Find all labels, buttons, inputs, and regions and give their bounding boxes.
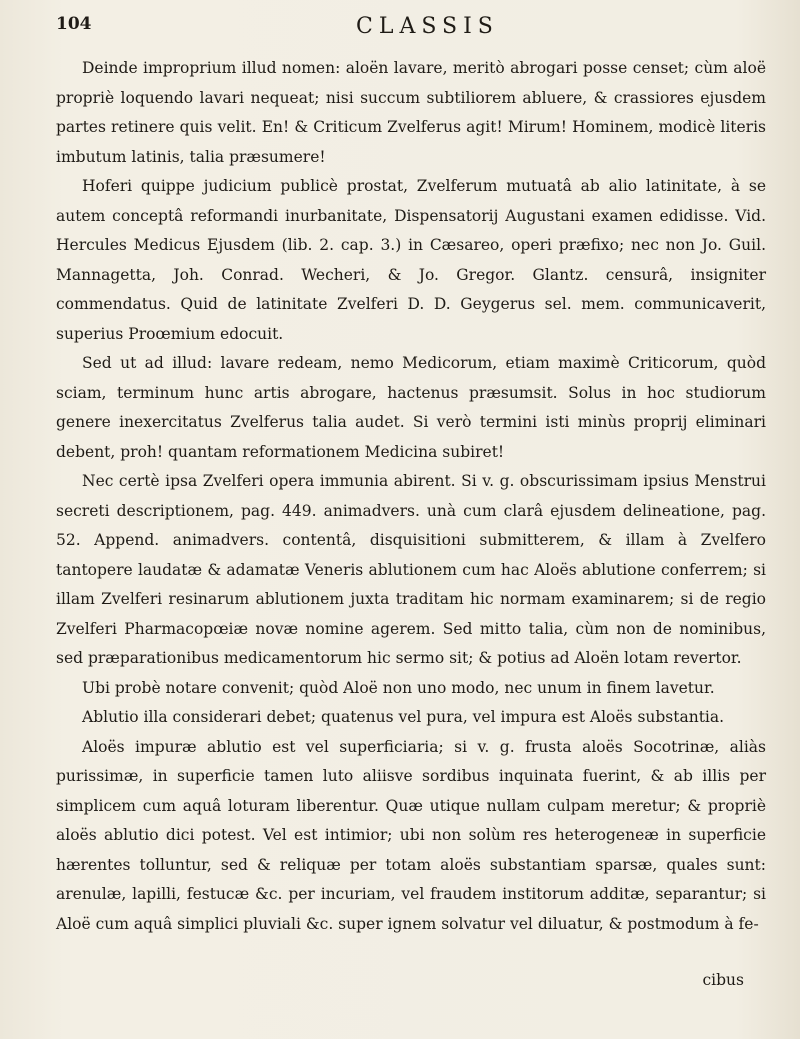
paragraph: Ubi probè notare convenit; quòd Aloë non uno modo, nec unum in finem lavetur. [82,678,715,697]
page-number: 104 [56,14,92,34]
catchword: cibus [702,971,744,989]
body-text [56,54,766,939]
page-header [56,14,766,54]
paragraph: Aloës impuræ ablutio est vel superficiaria; si v. g. frusta aloës Socotrinæ, aliàs purissimæ, in superficie tamen luto aliisve sordibus inquinata fuerint, & ab illis per simplicem cum aquâ loturam liberentur. Quæ utique nullam culpam meretur; & propriè aloës ablutio dici potest. Vel est intimior; ubi non solùm res heterogeneæ in superficie hærentes tolluntur, sed & reliquæ per totam aloës substantiam sparsæ, quales sunt: arenulæ, lapilli, festucæ &c. per incuriam, vel fraudem institorum additæ, separantur; si Aloë cum aquâ simplici pluviali &c. super ignem solvatur vel diluatur, & postmodum à fe- [56,737,766,933]
running-head: CLASSIS [356,14,499,39]
paragraph: Sed ut ad illud: lavare redeam, nemo Medicorum, etiam maximè Criticorum, quòd sciam, terminum hunc artis abrogare, hactenus præsumsit. Solus in hoc studiorum genere inexercitatus Zvelferus talia audet. Si verò termini isti minùs proprij eliminari debent, proh! quantam reformationem Medicina subiret! [56,354,766,461]
paragraph: Ablutio illa considerari debet; quatenus vel pura, vel impura est Aloës substantia. [82,708,725,726]
paragraph: Deinde improprium illud nomen: aloën lavare, meritò abrogari posse censet; cùm aloë propriè loquendo lavari nequeat; nisi succum subtiliorem abluere, & crassiores ejusdem partes retinere quis velit. En! & Criticum Zvelferus agit! Mirum! Hominem, modicè literis imbutum latinis, talia præsumere! [56,59,766,166]
paragraph: Nec certè ipsa Zvelferi opera immunia abirent. Si v. g. obscurissimam ipsius Menstrui secreti descriptionem, pag. 449. animadvers. unà cum clarâ ejusdem delineatione, pag. 52. Append. animadvers. contentâ, disquisitioni submitterem, & illam à Zvelfero tantopere laudatæ & adamatæ Veneris ablutionem cum hac Aloës ablutione conferrem; si illam Zvelferi resinarum ablutionem juxta traditam hic normam examinarem; si de regio Zvelferi Pharmacopœiæ novæ nomine agerem. Sed mitto talia, cùm non de nominibus, sed præparationibus medicamentorum hic sermo sit; & potius ad Aloën lotam revertor. [56,472,766,667]
paragraph: Hoferi quippe judicium publicè prostat, Zvelferum mutuatâ ab alio latinitate, à se autem conceptâ reformandi inurbanitate, Dispensatorij Augustani examen edidisse. Vid. Hercules Medicus Ejusdem (lib. 2. cap. 3.) in Cæsareo, operi præfixo; nec non Jo. Guil. Mannagetta, Joh. Conrad. Wecheri, & Jo. Gregor. Glantz. censurâ, insigniter commendatus. Quid de latinitate Zvelferi D. D. Geygerus sel. mem. communicaverit, superius Proœmium edocuit. [56,177,766,343]
